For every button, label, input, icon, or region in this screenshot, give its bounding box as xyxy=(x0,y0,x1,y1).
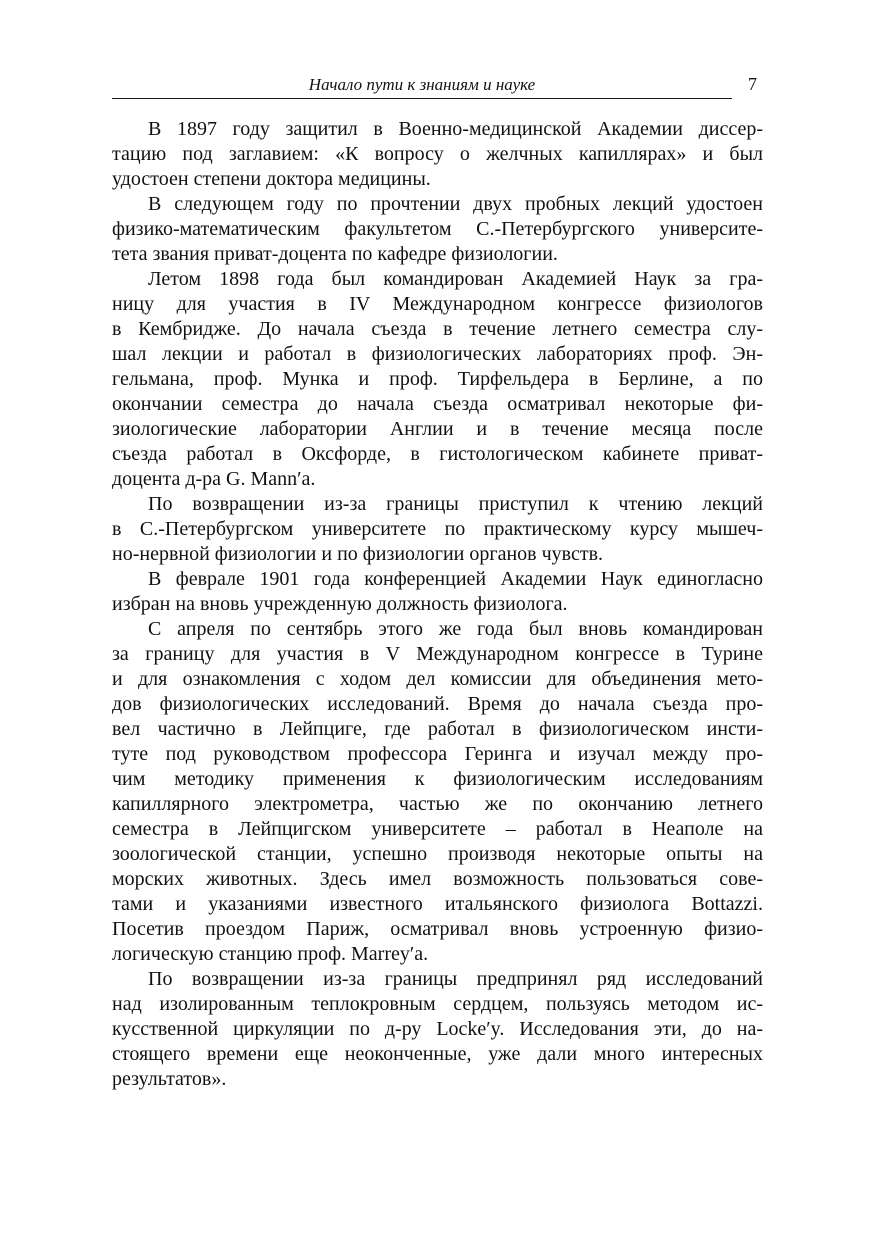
text-line: тами и указаниями известного итальянского физиолога Bottazzi. xyxy=(112,893,763,915)
paragraph xyxy=(112,967,763,1092)
text-line: результатов». xyxy=(112,1068,227,1090)
text-line: доцента д-ра G. Mann′a. xyxy=(112,468,316,490)
text-line: шал лекции и работал в физиологических лабораториях проф. Эн- xyxy=(112,343,763,365)
page-header xyxy=(112,74,732,99)
text-line: кусственной циркуляции по д-ру Locke′y. Исследования эти, до на- xyxy=(112,1018,763,1040)
text-line: логическую станцию проф. Marrey′a. xyxy=(112,943,429,965)
text-line: зиологические лаборатории Англии и в течение месяца после xyxy=(112,418,763,440)
text-line: С апреля по сентябрь этого же года был вновь командирован xyxy=(148,618,763,640)
text-line: семестра в Лейпцигском университете – работал в Неаполе на xyxy=(112,818,763,840)
text-line: но-нервной физиологии и по физиологии органов чувств. xyxy=(112,543,604,565)
text-line: тацию под заглавием: «К вопросу о желчных капиллярах» и был xyxy=(112,143,763,165)
paragraph xyxy=(112,192,763,267)
text-line: в Кембридже. До начала съезда в течение летнего семестра слу- xyxy=(112,318,763,340)
text-line: избран на вновь учрежденную должность физиолога. xyxy=(112,593,568,615)
text-line: в С.-Петербургском университете по практическому курсу мышеч- xyxy=(112,518,763,540)
text-line: чим методику применения к физиологическим исследованиям xyxy=(112,768,763,790)
text-line: По возвращении из-за границы предпринял ряд исследований xyxy=(148,968,763,990)
text-line: По возвращении из-за границы приступил к чтению лекций xyxy=(148,493,763,515)
text-line: окончании семестра до начала съезда осматривал некоторые фи- xyxy=(112,393,763,415)
paragraph xyxy=(112,267,763,492)
text-line: за границу для участия в V Международном конгрессе в Турине xyxy=(112,643,763,665)
paragraph xyxy=(112,617,763,967)
paragraph xyxy=(112,492,763,567)
text-line: В следующем году по прочтении двух пробных лекций удостоен xyxy=(148,193,763,215)
text-line: вел частично в Лейпциге, где работал в физиологическом инсти- xyxy=(112,718,763,740)
text-line: удостоен степени доктора медицины. xyxy=(112,168,431,190)
text-line: морских животных. Здесь имел возможность пользоваться сове- xyxy=(112,868,763,890)
text-line: тета звания приват-доцента по кафедре физиологии. xyxy=(112,243,558,265)
text-line: зоологической станции, успешно производя некоторые опыты на xyxy=(112,843,763,865)
text-line: дов физиологических исследований. Время до начала съезда про- xyxy=(112,693,763,715)
text-line: гельмана, проф. Мунка и проф. Тирфельдера в Берлине, а по xyxy=(112,368,763,390)
text-line: стоящего времени еще неоконченные, уже дали много интересных xyxy=(112,1043,763,1065)
running-title: Начало пути к знаниям и науке xyxy=(308,75,536,94)
text-line: физико-математическим факультетом С.-Петербургского университе- xyxy=(112,218,763,240)
text-line: Посетив проездом Париж, осматривал вновь устроенную физио- xyxy=(112,918,763,940)
text-line: Летом 1898 года был командирован Академией Наук за гра- xyxy=(148,268,763,290)
body-text xyxy=(112,117,763,1092)
paragraph xyxy=(112,117,763,192)
text-line: съезда работал в Оксфорде, в гистологическом кабинете приват- xyxy=(112,443,763,465)
text-line: В феврале 1901 года конференцией Академии Наук единогласно xyxy=(148,568,763,590)
text-line: туте под руководством профессора Геринга и изучал между про- xyxy=(112,743,763,765)
text-line: капиллярного электрометра, частью же по окончанию летнего xyxy=(112,793,763,815)
text-line: ницу для участия в IV Международном конгрессе физиологов xyxy=(112,293,763,315)
text-line: и для ознакомления с ходом дел комиссии для объединения мето- xyxy=(112,668,763,690)
paragraph xyxy=(112,567,763,617)
text-line: В 1897 году защитил в Военно-медицинской Академии диссер- xyxy=(148,118,763,140)
text-line: над изолированным теплокровным сердцем, пользуясь методом ис- xyxy=(112,993,763,1015)
page-number: 7 xyxy=(748,74,757,94)
